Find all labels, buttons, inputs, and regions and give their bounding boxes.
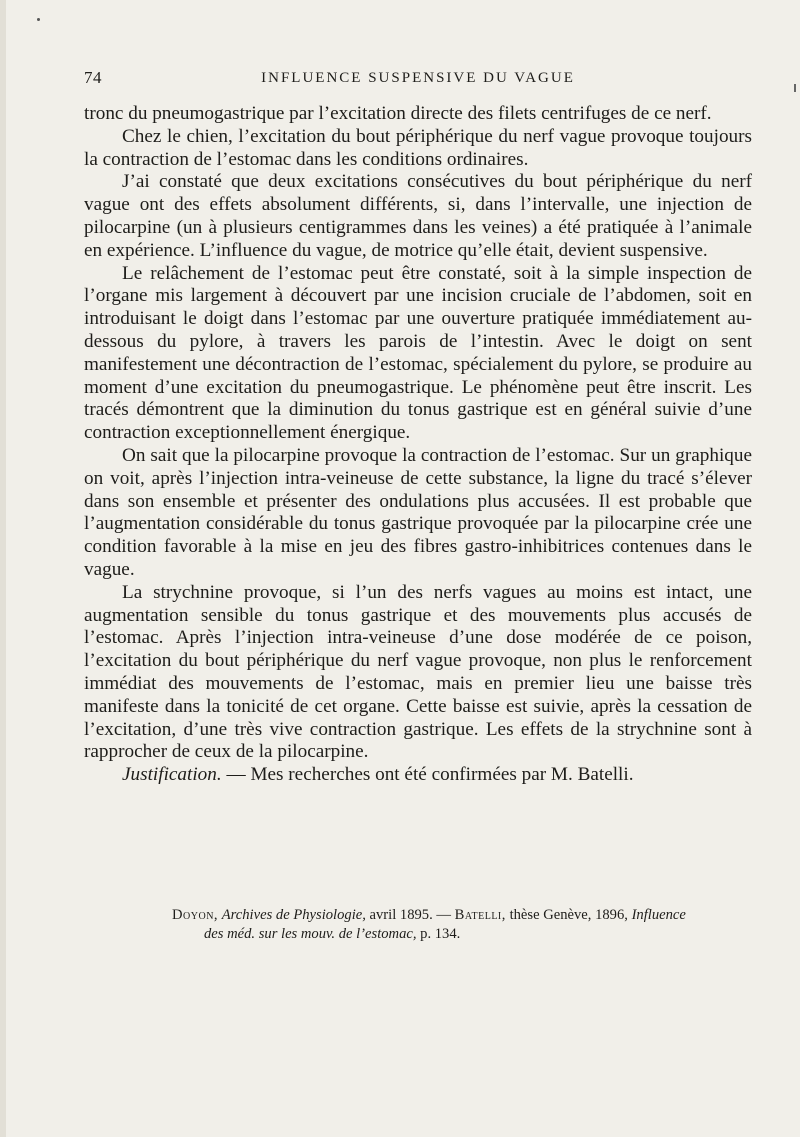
running-title: INFLUENCE SUSPENSIVE DU VAGUE bbox=[261, 70, 575, 86]
paragraph: Le relâchement de l’estomac peut être constaté, soit à la simple inspection de l’organe mis largement à découvert par une incision cruciale de l’abdomen, soit en introduisant le doigt dans l’estomac par une ouverture pratiquée immédiatement au-dessous du pylore, à travers les parois de l’intestin. Avec le doigt on sent manifestement une décontraction de l’estomac, spécialement du pylore, se produire au moment d’une excitation du pneumogastrique. Le phénomène peut être inscrit. Les tracés démontrent que la diminution du tonus gastrique est en général suivie d’une contraction exceptionnellement énergique. bbox=[84, 262, 752, 444]
paragraph-continuation: tronc du pneumogastrique par l’excitation directe des filets centrifuges de ce nerf. bbox=[84, 103, 712, 124]
footnote-journal: Archives de Physiologie, bbox=[221, 907, 366, 923]
paragraph: J’ai constaté que deux excitations consécutives du bout périphérique du nerf vague ont des effets absolument différents, si, dans l’intervalle, une injection de pilocarpine (un à plusieurs centigrammes dans les veines) a été pratiquée à l’animale en expérience. L’influence du vague, de motrice qu’elle était, devient suspensive. bbox=[84, 171, 752, 261]
page-header bbox=[84, 68, 752, 94]
footnote-date: avril 1895. — bbox=[365, 907, 455, 923]
body-text bbox=[84, 103, 752, 787]
footnote-author: Batelli, bbox=[454, 907, 506, 923]
paragraph: La strychnine provoque, si l’un des nerfs vagues au moins est intact, une augmentation sensible du tonus gastrique et des mouvements plus accusés de l’estomac. Après l’injection intra-veineuse d’une dose modérée de ce poison, l’excitation du bout périphérique du nerf vague provoque, non plus le renforcement immédiat des mouvements de l’estomac, mais en premier lieu une baisse très manifeste dans la tonicité de cet organe. Cette baisse est suivie, après la cessation de l’excitation, d’une très vive contraction gastrique. Les effets de la strychnine sont à rapprocher de ceux de la pilocarpine. bbox=[84, 581, 752, 763]
footnote-title-cont: des méd. sur les mouv. de l’estomac, bbox=[204, 925, 417, 942]
footnote-author: Doyon, bbox=[172, 907, 219, 923]
footnote-title: Influence bbox=[631, 907, 686, 923]
page-number: 74 bbox=[84, 68, 102, 87]
footnote-line-2 bbox=[84, 925, 752, 944]
footnote bbox=[84, 906, 752, 943]
footnote-pages: p. 134. bbox=[416, 925, 461, 942]
scan-speck bbox=[794, 84, 796, 92]
justification-paragraph bbox=[84, 764, 752, 787]
paragraph: On sait que la pilocarpine provoque la contraction de l’estomac. Sur un graphique on voit, après l’injection intra-veineuse de cette substance, la ligne du tracé s’élever dans son ensemble et présenter des ondulations plus accusées. Il est probable que l’augmentation considérable du tonus gastrique provoquée par la pilocarpine crée une condition favorable à la mise en jeu des fibres gastro-inhibitrices contenues dans le vague. bbox=[84, 444, 752, 580]
scan-speck bbox=[37, 18, 40, 21]
page-edge-shadow bbox=[0, 0, 6, 1137]
footnote-thesis: thèse Genève, 1896, bbox=[505, 907, 632, 923]
footnote-line-1 bbox=[84, 906, 752, 925]
paragraph: Chez le chien, l’excitation du bout périphérique du nerf vague provoque toujours la contraction de l’estomac dans les conditions ordinaires. bbox=[84, 125, 752, 170]
justification-text: — Mes recherches ont été confirmées par M. Batelli. bbox=[221, 764, 634, 786]
justification-label: Justification. bbox=[122, 764, 222, 786]
